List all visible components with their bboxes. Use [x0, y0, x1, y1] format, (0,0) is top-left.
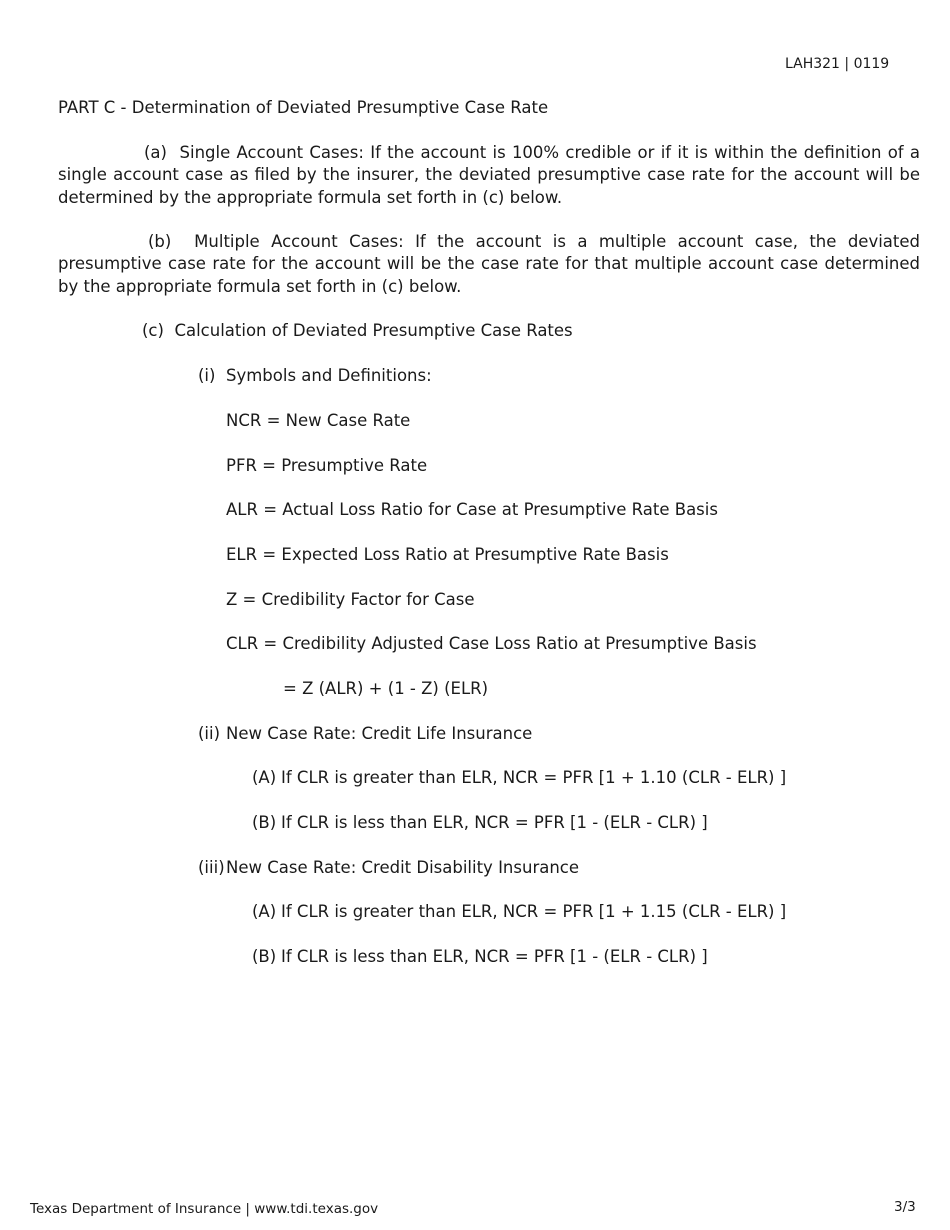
sub-i-label: (i)	[198, 366, 216, 385]
sub-ii-item-b	[252, 812, 708, 834]
sub-iii-item-b-label: (B)	[252, 947, 277, 966]
section-a-label: (a)	[144, 143, 167, 162]
sub-ii-item-b-text: If CLR is less than ELR, NCR = PFR [1 - (ELR - CLR) ]	[281, 813, 708, 832]
section-c-title: Calculation of Deviated Presumptive Case Rates	[174, 321, 573, 340]
sub-ii-item-a	[252, 767, 786, 789]
part-title: PART C - Determination of Deviated Presumptive Case Rate	[58, 98, 549, 117]
sub-i-heading	[198, 365, 432, 387]
definition-elr: ELR = Expected Loss Ratio at Presumptive Rate Basis	[226, 545, 669, 564]
footer-agency: Texas Department of Insurance | www.tdi.texas.gov	[30, 1201, 379, 1217]
sub-ii-label: (ii)	[198, 724, 221, 743]
definition-z: Z = Credibility Factor for Case	[226, 590, 475, 609]
sub-iii-item-a-label: (A)	[252, 902, 277, 921]
sub-iii-title: New Case Rate: Credit Disability Insurance	[226, 858, 580, 877]
clr-formula: = Z (ALR) + (1 - Z) (ELR)	[283, 679, 489, 698]
section-a-text: Single Account Cases: If the account is 100% credible or if it is within the definition of a single account case as filed by the insurer, the deviated presumptive case rate for the account will be determined by the appropriate formula set forth in (c) below.	[58, 143, 920, 207]
definition-clr: CLR = Credibility Adjusted Case Loss Ratio at Presumptive Basis	[226, 634, 757, 653]
page-number: 3/3	[894, 1199, 916, 1215]
section-b-label: (b)	[148, 232, 172, 251]
sub-ii-item-a-label: (A)	[252, 768, 277, 787]
sub-ii-item-a-text: If CLR is greater than ELR, NCR = PFR [1 + 1.10 (CLR - ELR) ]	[281, 768, 787, 787]
sub-iii-item-b	[252, 946, 708, 968]
section-b-text: Multiple Account Cases: If the account is a multiple account case, the deviated presumptive case rate for the account will be the case rate for that multiple account case determined by the appropriate formula set forth in (c) below.	[58, 232, 920, 296]
sub-ii-item-b-label: (B)	[252, 813, 277, 832]
definition-ncr: NCR = New Case Rate	[226, 411, 411, 430]
sub-iii-heading	[198, 857, 579, 879]
sub-iii-label: (iii)	[198, 858, 225, 877]
form-id: LAH321 | 0119	[785, 56, 890, 72]
sub-iii-item-b-text: If CLR is less than ELR, NCR = PFR [1 - (ELR - CLR) ]	[281, 947, 708, 966]
section-c-label: (c)	[142, 321, 164, 340]
sub-ii-title: New Case Rate: Credit Life Insurance	[226, 724, 533, 743]
sub-ii-heading	[198, 723, 532, 745]
sub-iii-item-a-text: If CLR is greater than ELR, NCR = PFR [1 + 1.15 (CLR - ELR) ]	[281, 902, 787, 921]
section-a-paragraph	[58, 142, 920, 209]
section-c-heading	[142, 320, 573, 342]
section-b-paragraph	[58, 231, 920, 298]
sub-iii-item-a	[252, 901, 786, 923]
sub-i-title: Symbols and Definitions:	[226, 366, 432, 385]
definition-pfr: PFR = Presumptive Rate	[226, 456, 428, 475]
definition-alr: ALR = Actual Loss Ratio for Case at Presumptive Rate Basis	[226, 500, 718, 519]
